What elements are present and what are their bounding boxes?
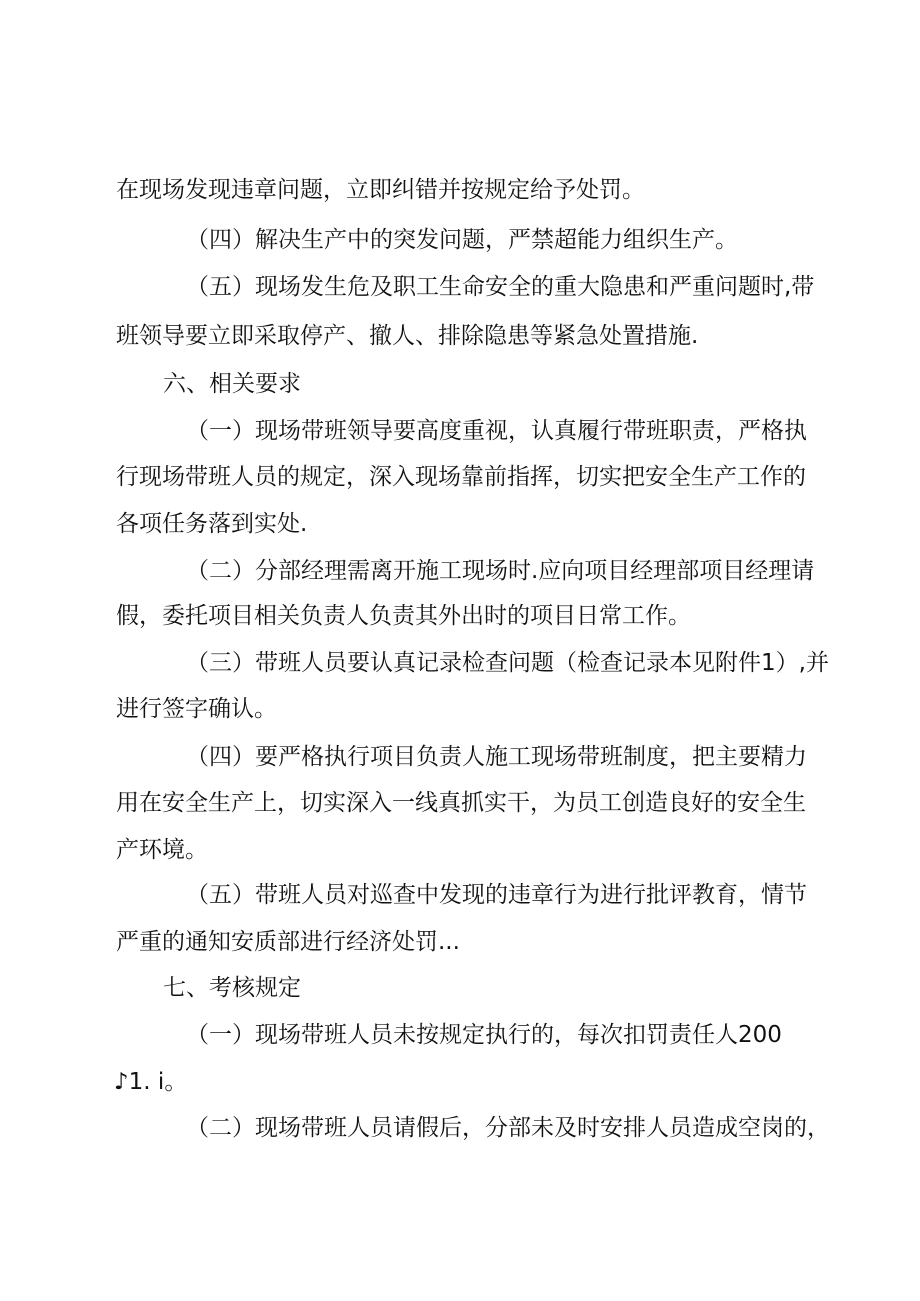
text-line: 产环境。 (116, 837, 208, 863)
text-line: （二）分部经理需离开施工现场时.应向项目经理部项目经理请 (186, 558, 815, 584)
text-line: 用在安全生产上，切实深入一线真抓实干，为员工创造良好的安全生 (116, 790, 806, 816)
text-line: 班领导要立即采取停产、撤人、排除隐患等紧急处置措施. (116, 323, 699, 349)
section-heading: 七、考核规定 (163, 975, 301, 1001)
text-line: ♪1. i。 (114, 1069, 188, 1095)
text-line: 在现场发现违章问题，立即纠错并按规定给予处罚。 (116, 177, 645, 203)
section-heading: 六、相关要求 (163, 371, 301, 397)
text-line: （三）带班人员要认真记录检查问题（检查记录本见附件1）,并 (186, 650, 829, 676)
text-line: 各项任务落到实处. (116, 511, 308, 537)
text-line: （四）解决生产中的突发问题，严禁超能力组织生产。 (186, 227, 738, 253)
text-line: （二）现场带班人员请假后，分部未及时安排人员造成空岗的， (186, 1115, 830, 1141)
text-line: （一）现场带班人员未按规定执行的，每次扣罚责任人200 (186, 1022, 782, 1048)
text-line: （四）要严格执行项目负责人施工现场带班制度，把主要精力 (186, 744, 807, 770)
text-line: 严重的通知安质部进行经济处罚... (116, 929, 460, 955)
text-line: （一）现场带班领导要高度重视，认真履行带班职责，严格执 (186, 418, 807, 444)
text-line: （五）带班人员对巡查中发现的违章行为进行批评教育，情节 (186, 882, 807, 908)
text-line: （五）现场发生危及职工生命安全的重大隐患和严重问题时,带 (186, 274, 815, 300)
text-line: 假，委托项目相关负责人负责其外出时的项目日常工作。 (116, 603, 691, 629)
text-line: 行现场带班人员的规定，深入现场靠前指挥，切实把安全生产工作的 (116, 464, 806, 490)
text-line: 进行签字确认。 (116, 696, 277, 722)
